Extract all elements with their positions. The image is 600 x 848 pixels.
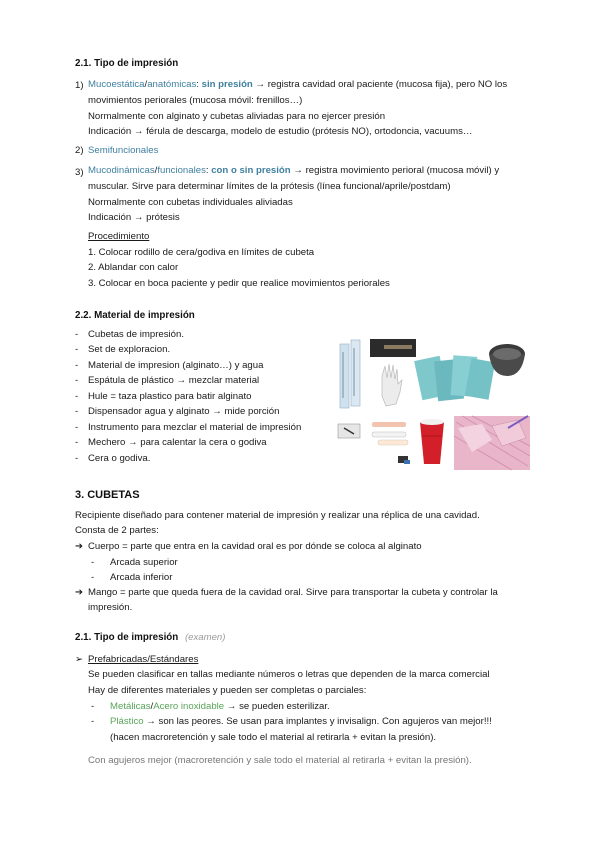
- arcada-inferior: Arcada inferior: [110, 572, 173, 583]
- item-1-line-1: [88, 77, 507, 92]
- materiales-line: Hay de diferentes materiales y pueden ser completas o parciales:: [88, 685, 367, 696]
- item-1-line-2: movimientos periorales (mucosa móvil: frenillos…): [88, 95, 303, 106]
- cubetas-line-1: Recipiente diseñado para contener material de impresión y realizar una réplica de una cavidad.: [75, 510, 480, 521]
- glove-image: [382, 364, 402, 406]
- metalicas-rest: → se pueden esterilizar.: [224, 701, 330, 712]
- clasificar-line: Se pueden clasificar en tallas mediante números o letras que dependen de la marca comercial: [88, 669, 490, 680]
- semifuncionales-term: Semifuncionales: [88, 145, 159, 156]
- sin-presion-term: sin presión: [201, 79, 253, 90]
- mango-line-1: Mango = parte que queda fuera de la cavidad oral. Sirve para transportar la cubeta y controlar la: [88, 587, 498, 598]
- section-title-tipo-impresion: 2.1. Tipo de impresión: [75, 58, 179, 69]
- item-3-rest: → registra movimiento perioral (mucosa móvil) y: [290, 165, 500, 176]
- material-item: Cera o godiva.: [88, 453, 151, 464]
- acero-inoxidable-term: Acero inoxidable: [153, 701, 225, 712]
- material-dash: -: [75, 453, 79, 464]
- arrow-bullet: ➔: [75, 541, 84, 552]
- material-dash: -: [75, 437, 79, 448]
- item-3-line-4: Indicación → prótesis: [88, 212, 180, 223]
- material-dash: -: [75, 329, 79, 340]
- colon: :: [205, 165, 209, 176]
- cuerpo-line: Cuerpo = parte que entra en la cavidad oral es por dónde se coloca al alginato: [88, 541, 422, 552]
- material-item: Material de impresion (alginato…) y agua: [88, 360, 264, 371]
- item-1-line-3: Normalmente con alginato y cubetas aliviadas para no ejercer presión: [88, 111, 386, 122]
- slash: /: [154, 165, 158, 176]
- material-dash: -: [75, 391, 79, 402]
- materials-photo-collage: [332, 336, 532, 472]
- metalicas-line: [110, 701, 330, 712]
- item-3-line-2: muscular. Sirve para determinar límites de la prótesis (línea funcional/aprile/postdam): [88, 181, 451, 192]
- red-cup-image: [420, 419, 444, 464]
- item-2-number: 2): [75, 145, 84, 156]
- wax-godiva-image: [454, 416, 530, 470]
- sub-dash: -: [91, 701, 95, 712]
- cubetas-line-2: Consta de 2 partes:: [75, 525, 159, 536]
- mixing-bowl-image: [489, 344, 525, 376]
- mango-line-2: impresión.: [88, 602, 133, 613]
- procedimiento-step-3: 3. Colocar en boca paciente y pedir que realice movimientos periorales: [88, 278, 390, 289]
- slash: /: [144, 79, 148, 90]
- arcada-superior: Arcada superior: [110, 557, 178, 568]
- prefabricadas-heading: Prefabricadas/Estándares: [88, 654, 199, 665]
- material-item: Instrumento para mezclar el material de impresión: [88, 422, 302, 433]
- procedimiento-step-2: 2. Ablandar con calor: [88, 262, 179, 273]
- impression-tray-pack-image: [340, 340, 360, 408]
- material-item: Set de exploracion.: [88, 344, 171, 355]
- material-dash: -: [75, 406, 79, 417]
- sub-dash: -: [91, 716, 95, 727]
- con-o-sin-presion-term: con o sin presión: [211, 165, 291, 176]
- plastico-line-2: (hacen macroretención y sale todo el material al retirarla + evitan la presión).: [110, 732, 437, 743]
- material-dash: -: [75, 344, 79, 355]
- exploration-set-image: [370, 339, 416, 357]
- item-3-line-1: [88, 163, 499, 178]
- metalicas-term: Metálicas: [110, 701, 151, 712]
- plastico-rest: → son las peores. Se usan para implantes y invisalign. Con agujeros van mejor!!!: [143, 716, 492, 727]
- procedimiento-step-1: 1. Colocar rodillo de cera/godiva en límites de cubeta: [88, 247, 315, 258]
- material-item: Espátula de plástico → mezclar material: [88, 375, 260, 386]
- material-dash: -: [75, 375, 79, 386]
- section-title-material-impresion: 2.2. Material de impresión: [75, 310, 195, 321]
- item-3-number: 3): [75, 167, 84, 178]
- material-dash: -: [75, 360, 79, 371]
- item-1-line-4: Indicación → férula de descarga, modelo de estudio (prótesis NO), ortodoncia, vacuums…: [88, 126, 473, 137]
- bullet-arrowhead: ➢: [75, 654, 84, 665]
- material-item: Dispensador agua y alginato → mide porción: [88, 406, 280, 417]
- material-item: Mechero → para calentar la cera o godiva: [88, 437, 267, 448]
- item-1-number: 1): [75, 80, 84, 91]
- funcionales-term: funcionales: [157, 165, 206, 176]
- section-title-text: 2.1. Tipo de impresión: [75, 632, 179, 643]
- slash: /: [150, 701, 154, 712]
- mucodinamicas-term: Mucodinámicas: [88, 165, 155, 176]
- alginate-bags-image: [414, 355, 495, 401]
- sub-dash: -: [91, 572, 95, 583]
- item-3-line-3: Normalmente con cubetas individuales aliviadas: [88, 197, 293, 208]
- plastico-line: [110, 716, 492, 727]
- section-title-cubetas: 3. CUBETAS: [75, 489, 140, 501]
- anatomicas-term: anatómicas: [147, 79, 197, 90]
- sub-dash: -: [91, 557, 95, 568]
- procedimiento-title: Procedimiento: [88, 231, 150, 242]
- examen-tag: (examen): [184, 632, 226, 643]
- material-dash: -: [75, 422, 79, 433]
- plastico-term: Plástico: [110, 716, 144, 727]
- material-item: Hule = taza plastico para batir alginato: [88, 391, 252, 402]
- material-item: Cubetas de impresión.: [88, 329, 184, 340]
- section-title-tipo-impresion-examen: [75, 632, 225, 643]
- colon: :: [196, 79, 199, 90]
- spatula-and-tools-image: [338, 422, 410, 464]
- mucoestatica-term: Mucoestática: [88, 79, 145, 90]
- arrow-bullet: ➔: [75, 587, 84, 598]
- agujeros-note: Con agujeros mejor (macroretención y sale todo el material al retirarla + evitan la presión).: [88, 755, 472, 766]
- item-1-rest: → registra cavidad oral paciente (mucosa fija), pero NO los: [252, 79, 508, 90]
